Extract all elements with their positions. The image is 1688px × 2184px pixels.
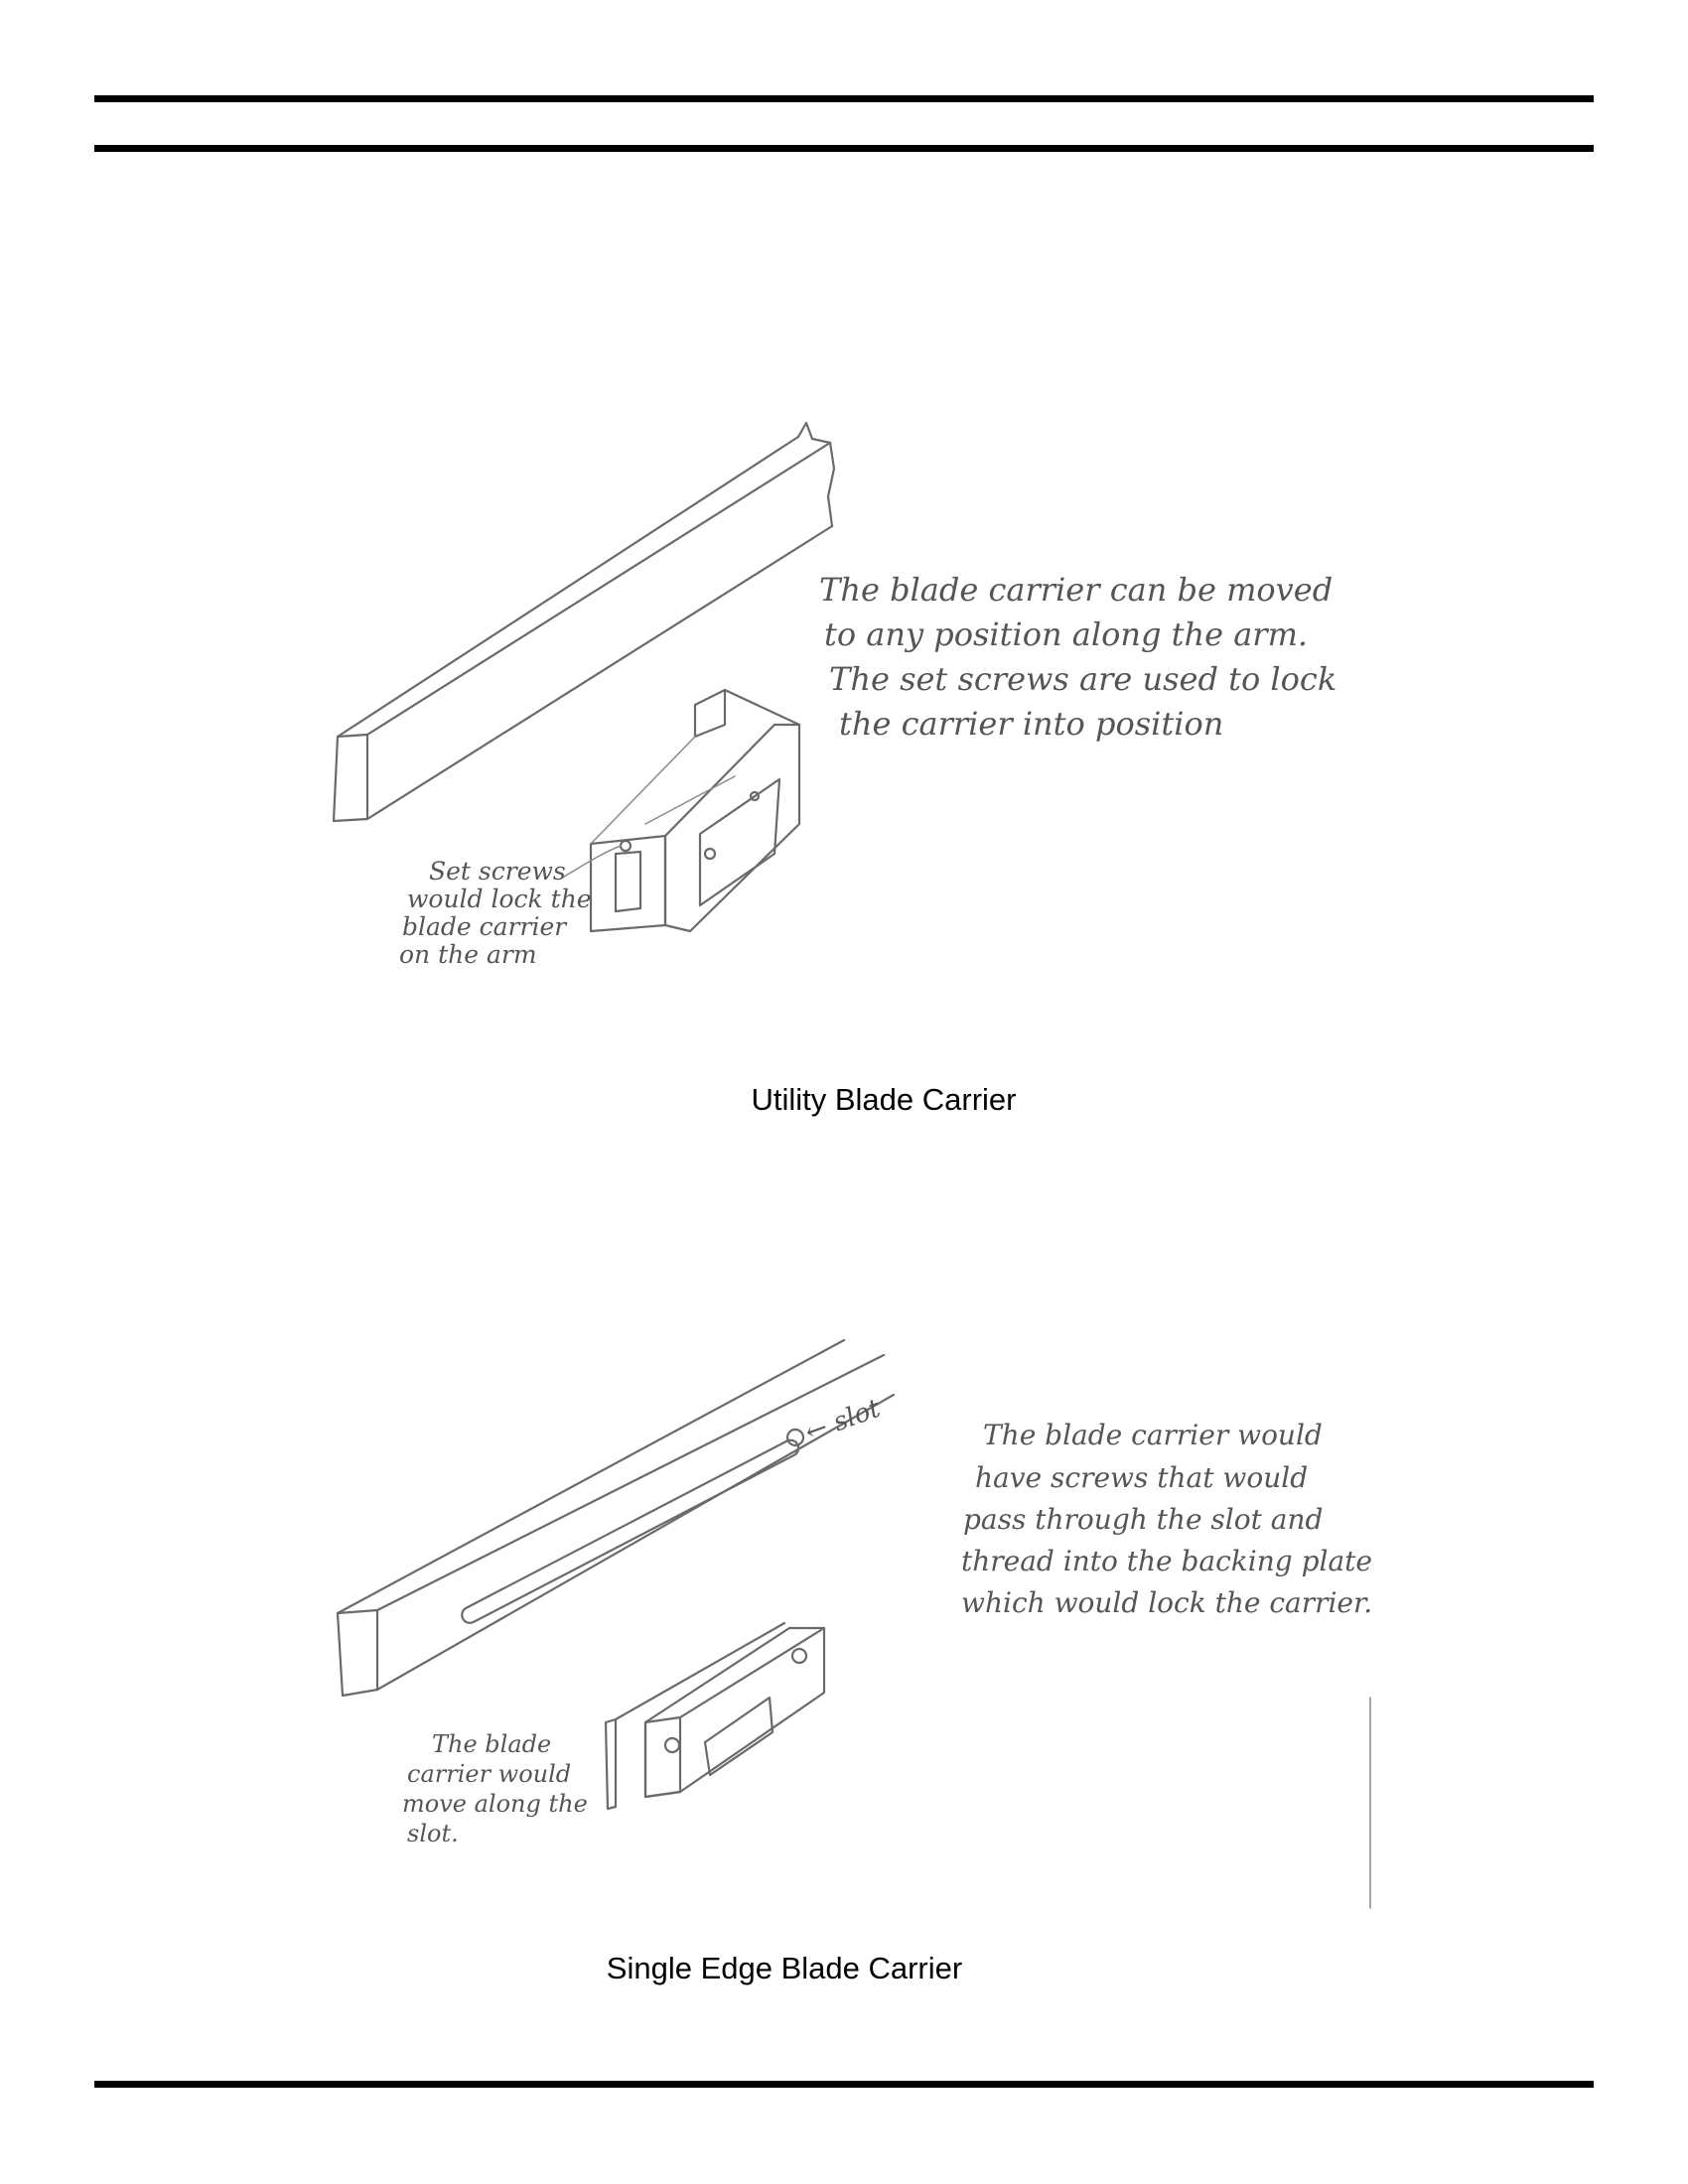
slotted-arm-drawing — [338, 1340, 894, 1696]
callout-line-4: on the arm — [399, 940, 537, 969]
note-line-1: The blade carrier can be moved — [819, 571, 1334, 609]
callout-line-2: carrier would — [407, 1760, 572, 1788]
figure-caption-single-edge: Single Edge Blade Carrier — [606, 1951, 963, 1985]
footer-rule — [94, 2081, 1594, 2088]
callout-line-3: blade carrier — [402, 912, 567, 941]
note-line-4: the carrier into position — [839, 705, 1224, 743]
callout-line-1: The blade — [432, 1730, 552, 1758]
callout-line-2: would lock the — [407, 885, 592, 913]
figure-caption-utility: Utility Blade Carrier — [751, 1082, 1017, 1117]
arm-drawing — [334, 423, 834, 821]
note-line-2: have screws that would — [975, 1461, 1309, 1494]
header-rule-top — [94, 95, 1594, 102]
note-line-4: thread into the backing plate — [961, 1545, 1372, 1577]
header-rule-bottom — [94, 145, 1594, 152]
blade-carrier-plates-drawing — [606, 1623, 824, 1809]
callout-line-3: move along the — [402, 1790, 588, 1818]
note-line-2: to any position along the arm. — [824, 615, 1309, 653]
utility-blade-carrier-sketch — [318, 387, 1370, 1023]
single-edge-blade-carrier-sketch — [308, 1300, 1380, 1936]
note-line-3: The set screws are used to lock — [829, 660, 1337, 698]
note-line-1: The blade carrier would — [983, 1419, 1323, 1451]
carrier-drawing — [561, 690, 799, 931]
callout-line-1: Set screws — [429, 857, 566, 886]
note-line-3: pass through the slot and — [963, 1503, 1324, 1536]
note-line-5: which would lock the carrier. — [961, 1586, 1373, 1619]
slot-label: ← slot — [801, 1393, 885, 1448]
callout-line-4: slot. — [407, 1820, 459, 1847]
